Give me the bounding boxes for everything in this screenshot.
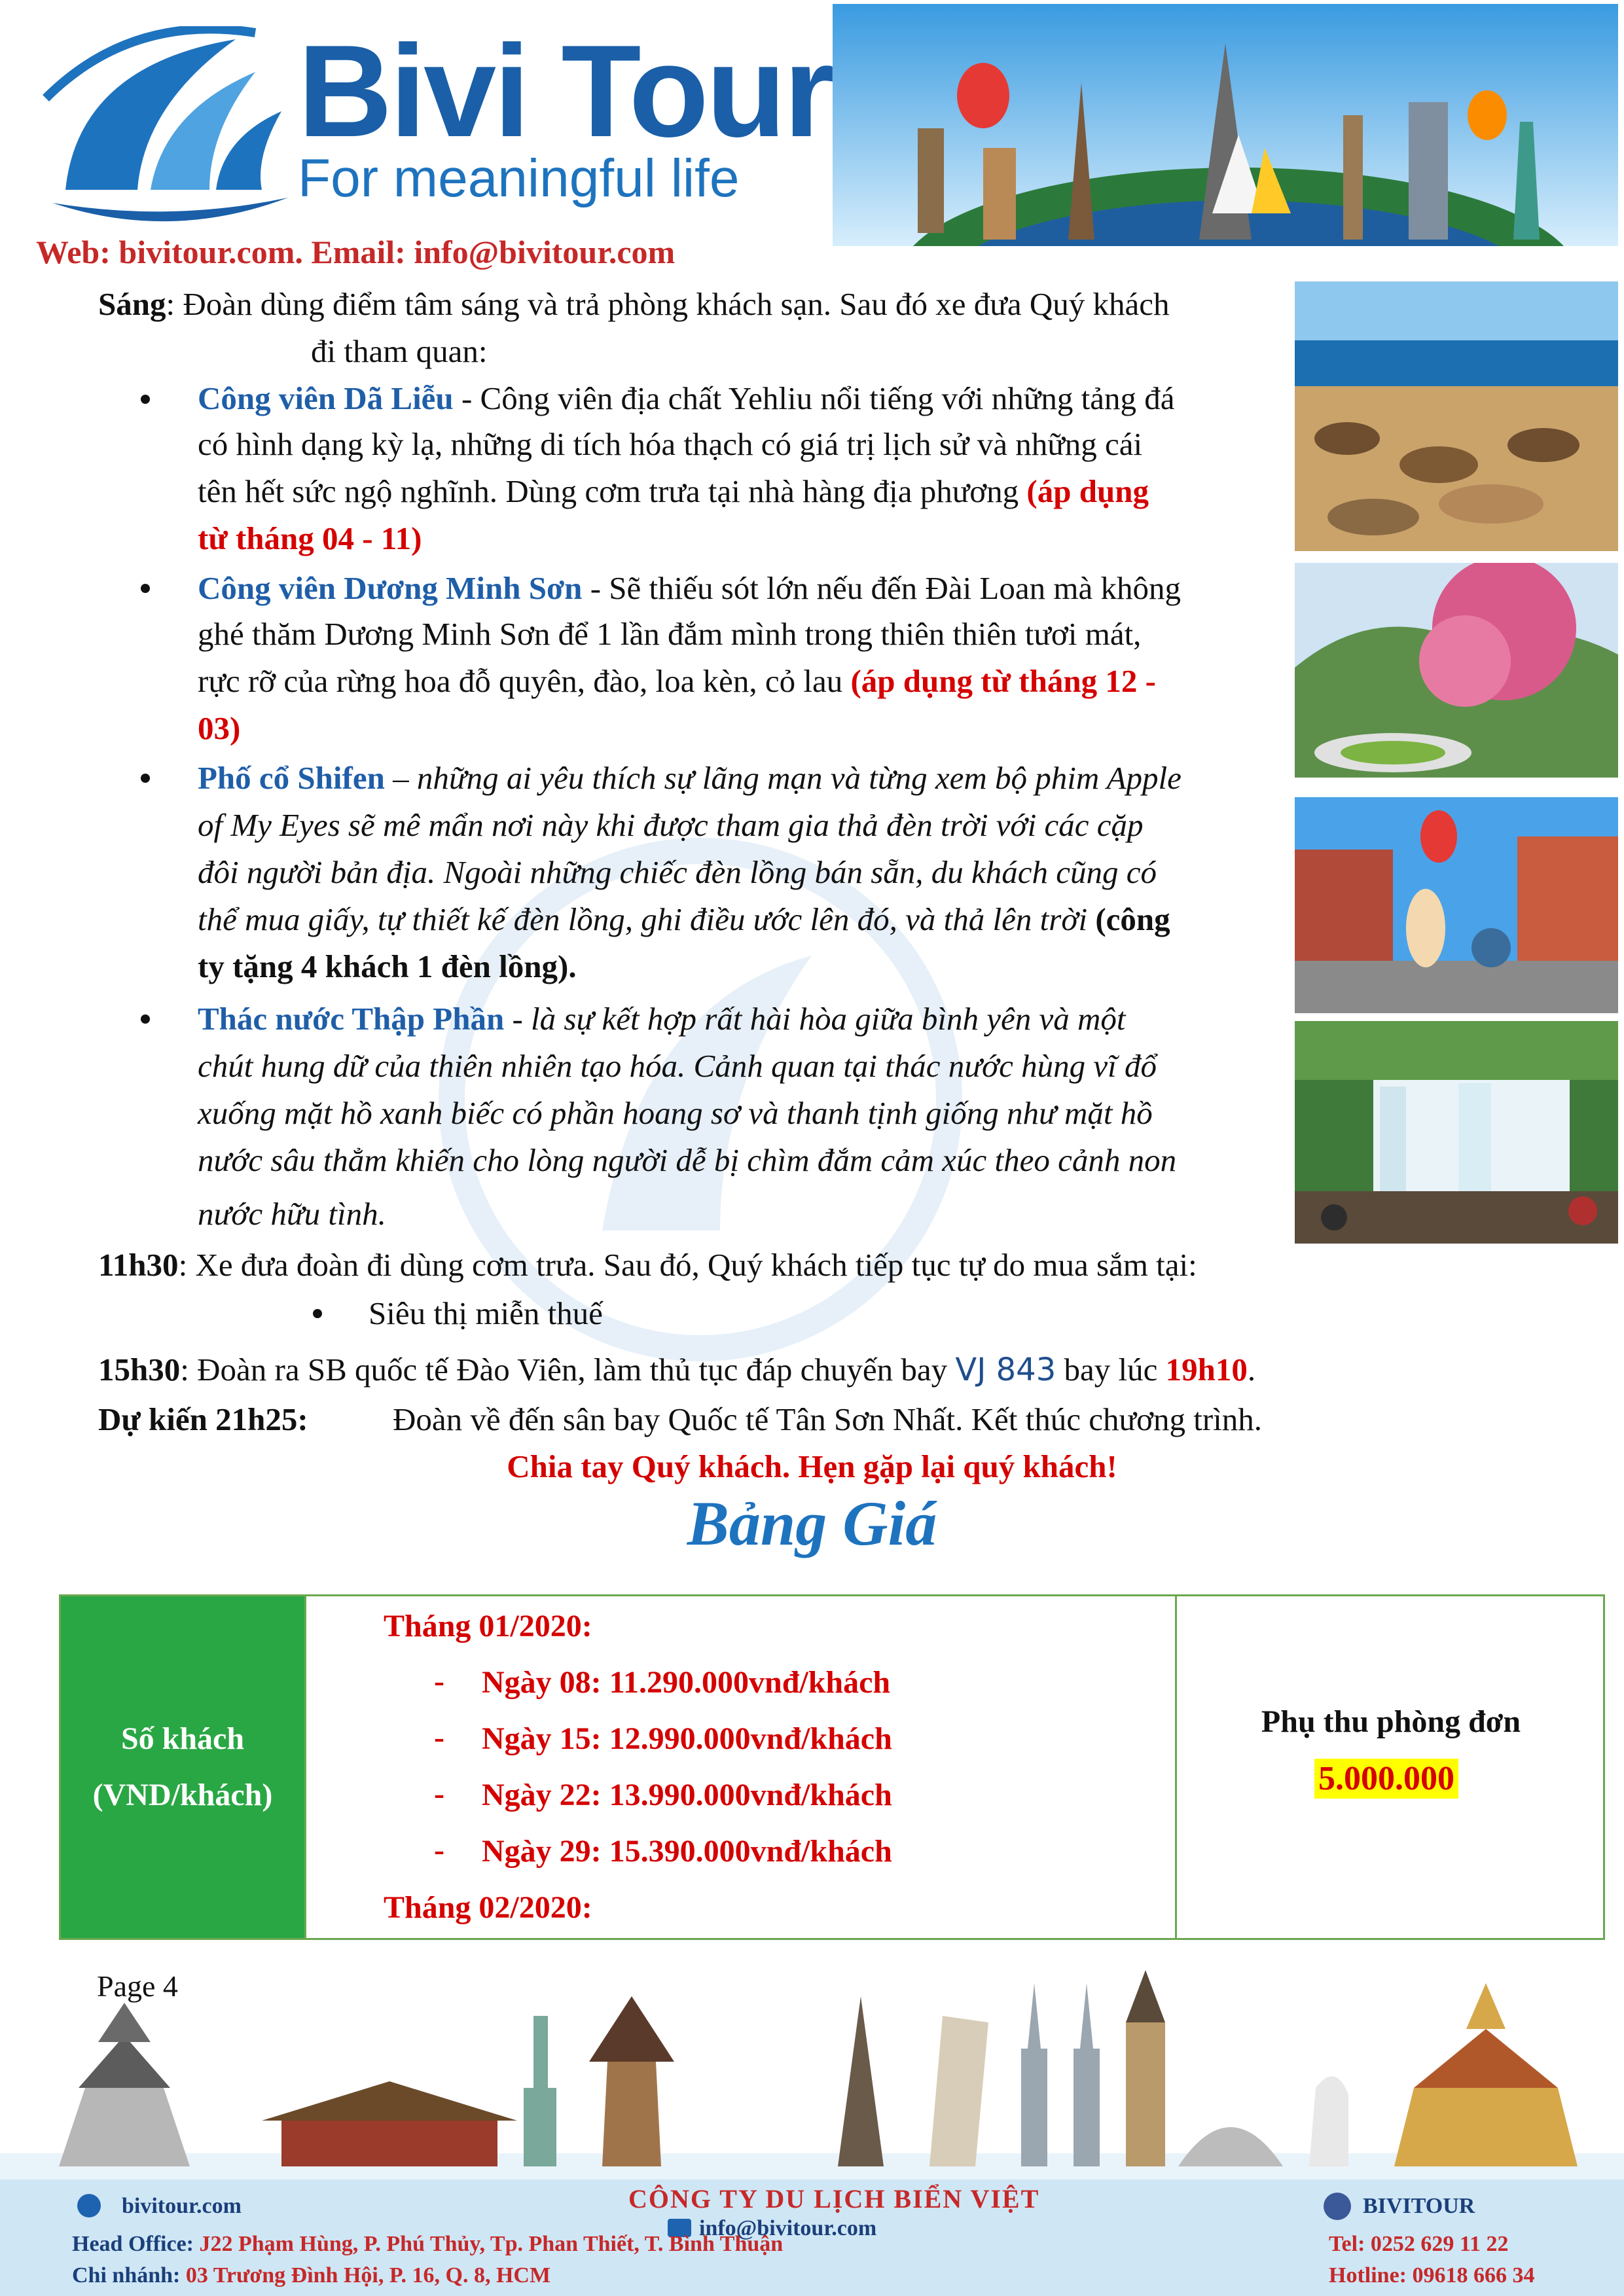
shifen-waterfall-photo <box>1295 1021 1618 1244</box>
surcharge-column <box>1177 1596 1605 1938</box>
gift-note: (công <box>1095 901 1170 937</box>
yehliu-park-photo <box>1295 281 1618 551</box>
attraction-yangmingshan <box>198 569 1181 608</box>
footer-email[interactable]: info@bivitour.com <box>699 2216 877 2240</box>
time-label: 15h30 <box>98 1352 181 1388</box>
flight-code: VJ 843 <box>955 1352 1056 1388</box>
attraction-name: Phố cổ Shifen <box>198 760 385 796</box>
list-dash: - <box>434 1664 444 1698</box>
footer-tel: Tel: 0252 629 11 22 <box>1329 2232 1509 2256</box>
footer-website[interactable]: bivitour.com <box>122 2194 242 2218</box>
surcharge-label: Phụ thu phòng đơn <box>1261 1704 1521 1739</box>
attraction-text: tên hết sức ngộ nghĩnh. Dùng cơm trưa tại nhà hàng địa phương <box>198 473 1027 509</box>
attraction-text: – những ai yêu thích sự lãng mạn và từng xem bộ phim Apple <box>384 760 1182 796</box>
arrival-text: Đoàn về đến sân bay Quốc tế Tân Sơn Nhất. Kết thúc chương trình. <box>393 1401 1263 1437</box>
schedule-text: bay lúc <box>1056 1352 1166 1388</box>
list-dash: - <box>434 1776 444 1811</box>
season-note: 03) <box>198 710 241 746</box>
branch-label: Chi nhánh: <box>72 2263 181 2287</box>
attraction-text-line <box>198 473 1149 511</box>
attraction-name: Công viên Dã Liễu <box>198 380 454 416</box>
attraction-text: - Sẽ thiếu sót lớn nếu đến Đài Loan mà không <box>582 570 1181 606</box>
attraction-waterfall <box>198 1000 1125 1039</box>
head-office-address: J22 Phạm Hùng, P. Phú Thủy, Tp. Phan Thiết, T. Bình Thuận <box>194 2232 784 2256</box>
attraction-text: - là sự kết hợp rất hài hòa giữa bình yên và một <box>504 1001 1126 1037</box>
schedule-1130 <box>98 1246 1197 1285</box>
company-name: CÔNG TY DU LỊCH BIỂN VIỆT <box>628 2184 1040 2214</box>
shopping-item: Siêu thị miễn thuế <box>369 1295 603 1331</box>
attraction-text: thể mua giấy, tự thiết kế đèn lồng, ghi điều ước lên đó, và thả lên trời <box>198 901 1096 937</box>
time-label: 11h30 <box>98 1247 179 1283</box>
world-landmarks-skyline-image <box>0 1957 1624 2183</box>
attraction-text: đôi người bản địa. Ngoài những chiếc đèn lồng bán sẵn, du khách cũng có <box>198 854 1157 890</box>
attraction-text: of My Eyes sẽ mê mẩn nơi này khi được tham gia thả đèn trời với các cặp <box>198 807 1144 843</box>
schedule-text: : Xe đưa đoàn đi dùng cơm trưa. Sau đó, Quý khách tiếp tục tự do mua sắm tại: <box>178 1247 1197 1283</box>
attraction-name: Công viên Dương Minh Sơn <box>198 570 583 606</box>
guests-unit: (VND/khách) <box>92 1778 273 1812</box>
attraction-name: Thác nước Thập Phần <box>198 1001 505 1037</box>
branch-line <box>72 2265 550 2287</box>
brand-name: Bivi Tour <box>298 18 832 164</box>
page-number: Page 4 <box>97 1969 178 2003</box>
globe-icon <box>77 2194 101 2217</box>
date-price: Ngày 22: 13.990.000vnđ/khách <box>482 1778 892 1812</box>
attraction-text: xuống mặt hồ xanh biếc có phần hoang sơ và thanh tịnh giống như mặt hồ <box>198 1095 1153 1131</box>
attraction-text: chút hung dữ của thiên nhiên tạo hóa. Cảnh quan tại thác nước hùng vĩ đổ <box>198 1048 1157 1084</box>
farewell-text: Chia tay Quý khách. Hẹn gặp lại quý khách! <box>507 1448 1117 1484</box>
season-note: từ tháng 04 - 11) <box>198 520 422 556</box>
month-label: Tháng 02/2020: <box>384 1890 592 1925</box>
head-office-label: Head Office: <box>72 2232 194 2256</box>
flight-time: 19h10 <box>1165 1352 1248 1388</box>
attraction-text-line <box>198 901 1170 939</box>
attraction-shifen <box>198 759 1182 798</box>
travel-banner-image <box>833 4 1618 246</box>
list-dash: - <box>434 1720 444 1755</box>
morning-line <box>98 285 1169 324</box>
bullet-icon <box>313 1309 322 1318</box>
month-label: Tháng 01/2020: <box>384 1609 592 1643</box>
attraction-text-line <box>198 662 1156 701</box>
bullet-icon <box>141 774 150 783</box>
attraction-text: có hình dạng kỳ lạ, những di tích hóa thạch có giá trị lịch sử và những cái <box>198 426 1143 462</box>
attraction-text: nước sâu thẳm khiến cho lòng người dễ bị chìm đắm cảm xúc theo cảnh non <box>198 1142 1177 1178</box>
dates-column <box>306 1596 1177 1938</box>
date-price: Ngày 29: 15.390.000vnđ/khách <box>482 1834 892 1869</box>
attraction-text: rực rỡ của rừng hoa đỗ quyên, đào, loa kèn, cỏ lau <box>198 663 851 699</box>
morning-text-cont: đi tham quan: <box>311 333 488 369</box>
schedule-text: : Đoàn ra SB quốc tế Đào Viên, làm thủ tục đáp chuyến bay <box>180 1352 956 1388</box>
header-contact: Web: bivitour.com. Email: info@bivitour.com <box>36 234 676 270</box>
morning-label: Sáng <box>98 286 166 322</box>
footer-band <box>0 2179 1624 2296</box>
guests-label: Số khách <box>120 1721 245 1756</box>
arrival-label: Dự kiến 21h25 <box>98 1401 298 1437</box>
sail-logo-icon <box>39 26 295 236</box>
yangmingshan-park-photo <box>1295 563 1618 778</box>
attraction-text: - Công viên địa chất Yehliu nổi tiếng với những tảng đá <box>453 380 1175 416</box>
arrival-colon: : <box>297 1401 308 1437</box>
season-note: (áp dụng <box>1026 473 1149 509</box>
branch-address: 03 Trương Đình Hội, P. 16, Q. 8, HCM <box>180 2263 551 2287</box>
bullet-icon <box>141 584 150 593</box>
brand-tagline: For meaningful life <box>298 149 740 208</box>
head-office-line <box>72 2233 783 2255</box>
price-table <box>59 1594 1605 1940</box>
attraction-text: ghé thăm Dương Minh Sơn để 1 lần đắm mình trong thiên thiên tươi mát, <box>198 616 1142 652</box>
bullet-icon <box>141 395 150 404</box>
guests-column <box>61 1596 306 1938</box>
attraction-text: nước hữu tình. <box>198 1196 386 1232</box>
facebook-icon <box>1324 2193 1351 2220</box>
season-note: (áp dụng từ tháng 12 - <box>850 663 1156 699</box>
attraction-yehliu <box>198 380 1174 418</box>
bullet-icon <box>141 1014 150 1024</box>
facebook-name[interactable]: BIVITOUR <box>1363 2194 1475 2218</box>
arrival-label-line <box>98 1401 308 1439</box>
period: . <box>1247 1352 1256 1388</box>
list-dash: - <box>434 1833 444 1867</box>
shifen-old-street-photo <box>1295 797 1618 1013</box>
footer-hotline: Hotline: 09618 666 34 <box>1329 2263 1535 2287</box>
schedule-1530 <box>98 1351 1255 1390</box>
surcharge-value: 5.000.000 <box>1314 1759 1458 1799</box>
gift-note: ty tặng 4 khách 1 đèn lồng). <box>198 948 577 984</box>
date-price: Ngày 08: 11.290.000vnđ/khách <box>482 1665 891 1700</box>
date-price: Ngày 15: 12.990.000vnđ/khách <box>482 1721 892 1756</box>
morning-text: : Đoàn dùng điểm tâm sáng và trả phòng khách sạn. Sau đó xe đưa Quý khách <box>166 286 1170 322</box>
price-table-title: Bảng Giá <box>687 1488 937 1558</box>
